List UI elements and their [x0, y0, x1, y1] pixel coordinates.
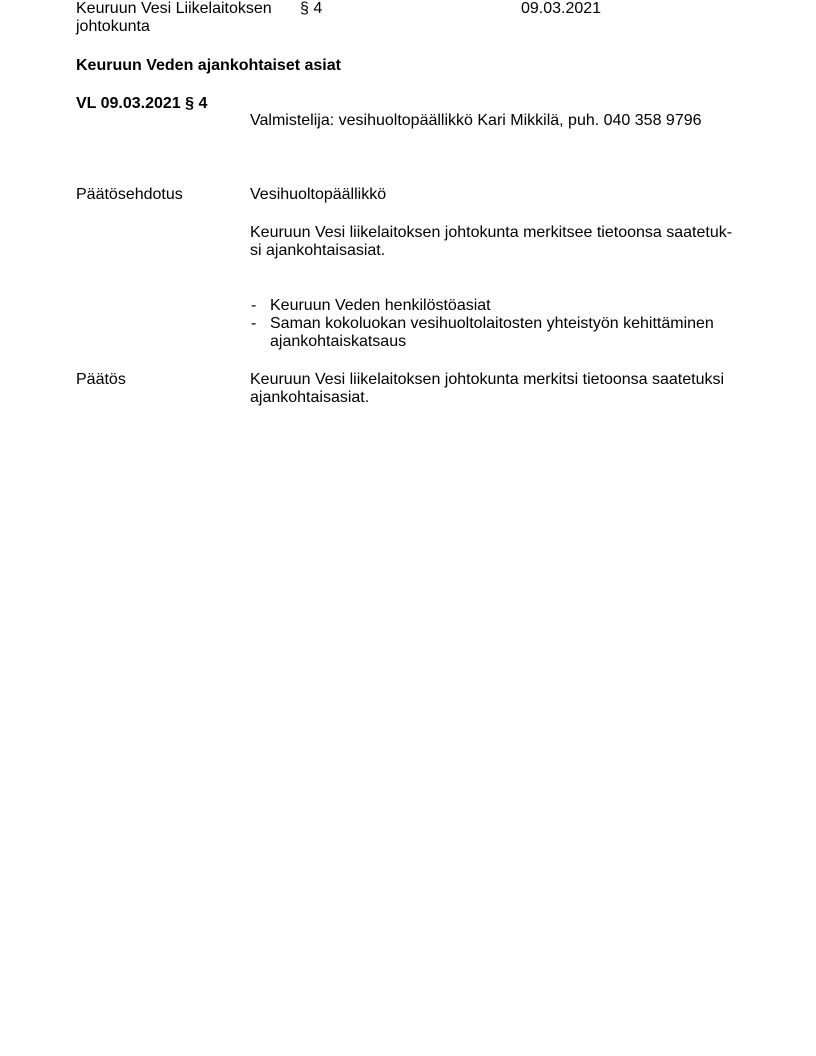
list-item [250, 297, 740, 315]
organization-name: Keuruun Vesi Liikelaitoksen johtokunta [76, 0, 272, 35]
proposer: Vesihuoltopäällikkö [250, 186, 387, 203]
preparer-line: Valmistelija: vesihuoltopäällikkö Kari Mikkilä, puh. 040 358 9796 [250, 112, 702, 129]
list-item [250, 315, 740, 351]
decision-text: Keuruun Vesi liikelaitoksen johtokunta merkitsi tietoonsa saatetuksi ajankohtaisasiat. [250, 371, 725, 406]
item-reference: VL 09.03.2021 § 4 [76, 95, 208, 112]
section-number: § 4 [300, 0, 323, 17]
bullet-dash: - [251, 297, 257, 314]
list-item-text: Keuruun Veden henkilöstöasiat [270, 297, 491, 314]
item-title: Keuruun Veden ajankohtaiset asiat [76, 57, 341, 74]
meeting-date: 09.03.2021 [521, 0, 602, 17]
proposal-text: Keuruun Vesi liikelaitoksen johtokunta merkitsee tietoonsa saatetuk-si ajankohtaisasiat. [250, 224, 733, 259]
decision-label: Päätös [76, 371, 126, 388]
proposal-bullet-list [250, 297, 740, 351]
bullet-dash: - [251, 315, 257, 332]
proposal-label: Päätösehdotus [76, 186, 183, 203]
list-item-text: Saman kokoluokan vesihuoltolaitosten yhteistyön kehittäminen ajankohtaiskatsaus [270, 315, 714, 350]
